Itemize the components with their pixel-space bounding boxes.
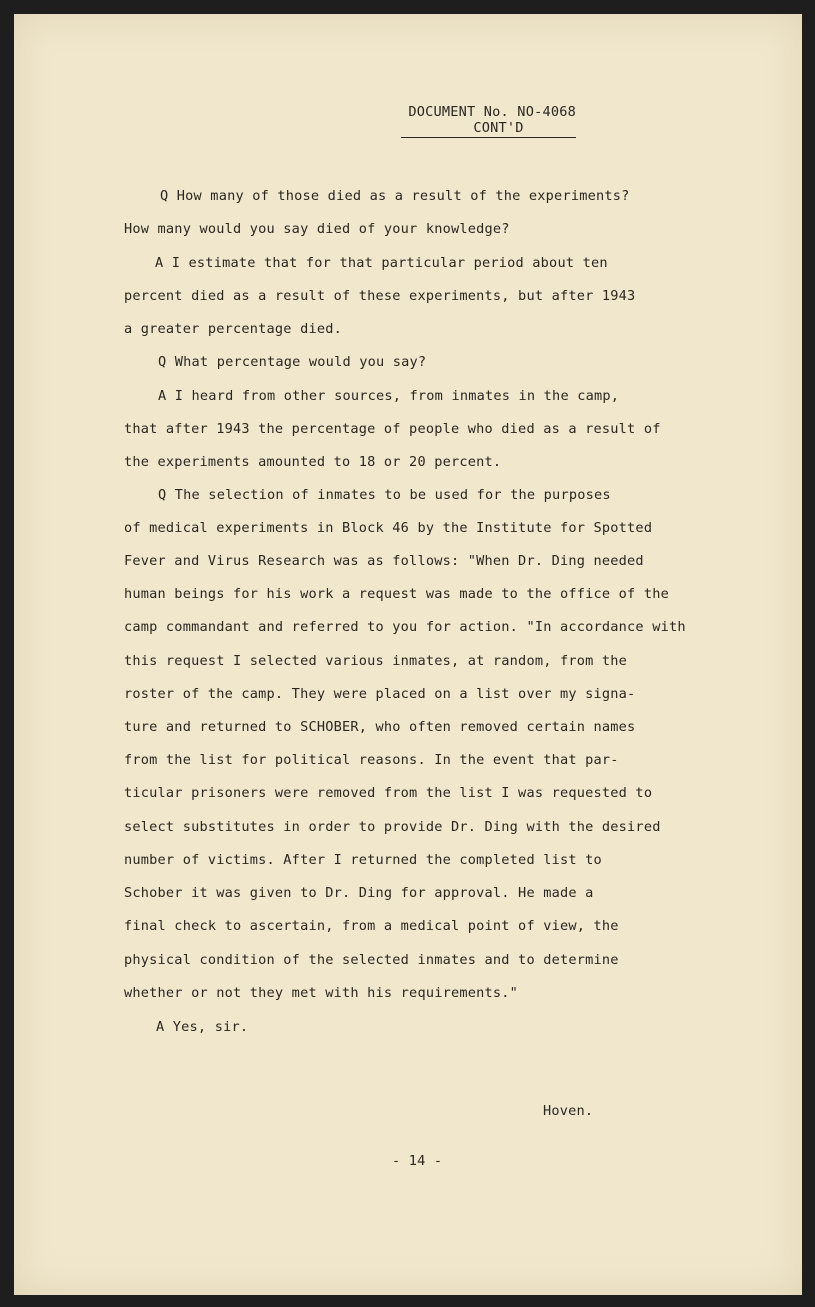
text-line: percent died as a result of these experiments, but after 1943 xyxy=(124,288,636,304)
text-line: this request I selected various inmates, at random, from the xyxy=(124,653,628,669)
text-line: ticular prisoners were removed from the list I was requested to xyxy=(124,785,653,801)
text-line: that after 1943 the percentage of people who died as a result of xyxy=(124,421,661,437)
document-number: DOCUMENT No. NO-4068 xyxy=(408,104,576,120)
text-line: of medical experiments in Block 46 by the Institute for Spotted xyxy=(124,520,653,536)
text-line: final check to ascertain, from a medical point of view, the xyxy=(124,918,619,934)
text-line: Schober it was given to Dr. Ding for approval. He made a xyxy=(124,885,594,901)
page-number: - 14 - xyxy=(392,1153,443,1169)
text-line: roster of the camp. They were placed on a list over my signa- xyxy=(124,686,636,702)
text-line: select substitutes in order to provide Dr. Ding with the desired xyxy=(124,819,661,835)
text-line: Fever and Virus Research was as follows: "When Dr. Ding needed xyxy=(124,553,644,569)
text-line: camp commandant and referred to you for action. "In accordance with xyxy=(124,619,686,635)
text-line: human beings for his work a request was made to the office of the xyxy=(124,586,669,602)
text-line: A I heard from other sources, from inmates in the camp, xyxy=(158,388,620,404)
text-line: number of victims. After I returned the completed list to xyxy=(124,852,602,868)
text-line: A Yes, sir. xyxy=(156,1019,249,1035)
text-line: How many would you say died of your knowledge? xyxy=(124,221,510,237)
text-line: ture and returned to SCHOBER, who often removed certain names xyxy=(124,719,636,735)
text-line: Q What percentage would you say? xyxy=(158,354,427,370)
text-line: Q How many of those died as a result of the experiments? xyxy=(160,188,630,204)
document-page xyxy=(14,14,802,1295)
continued-label: CONT'D xyxy=(401,120,576,138)
text-line: Q The selection of inmates to be used for the purposes xyxy=(158,487,611,503)
text-line: the experiments amounted to 18 or 20 percent. xyxy=(124,454,502,470)
text-line: physical condition of the selected inmates and to determine xyxy=(124,952,619,968)
signature: Hoven. xyxy=(543,1103,594,1119)
document-header xyxy=(401,104,576,138)
text-line: A I estimate that for that particular period about ten xyxy=(155,255,608,271)
text-line: from the list for political reasons. In the event that par- xyxy=(124,752,619,768)
text-line: a greater percentage died. xyxy=(124,321,342,337)
text-line: whether or not they met with his requirements." xyxy=(124,985,519,1001)
